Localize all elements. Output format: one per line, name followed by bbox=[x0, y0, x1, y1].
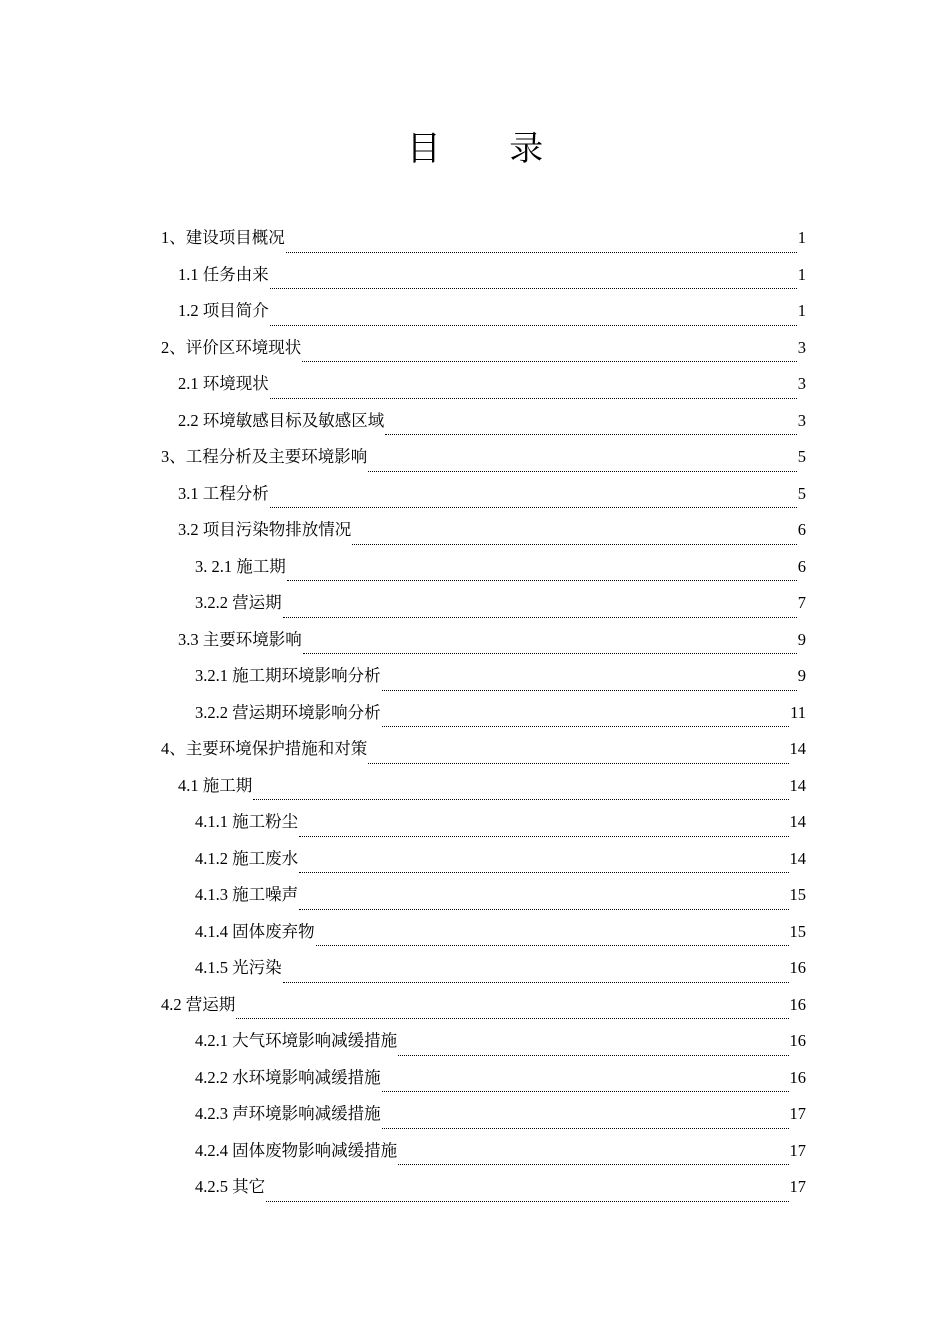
toc-entry-text: 1.1 任务由来 bbox=[178, 264, 269, 284]
toc-entry-page-number: 1 bbox=[797, 228, 806, 247]
toc-entry-page-number: 11 bbox=[790, 702, 806, 722]
toc-entry[interactable] bbox=[161, 695, 806, 732]
toc-entry-text: 3.2.2 营运期 bbox=[195, 593, 282, 612]
toc-entry-text: 4、主要环境保护措施和对策 bbox=[161, 739, 368, 758]
toc-entry-page-number: 5 bbox=[797, 483, 806, 503]
toc-entry-text: 3.3 主要环境影响 bbox=[178, 629, 302, 649]
toc-entry-page-number: 15 bbox=[789, 885, 806, 904]
toc-dot-leader bbox=[382, 1128, 789, 1129]
toc-entry[interactable] bbox=[161, 987, 806, 1024]
toc-entry[interactable] bbox=[161, 220, 806, 257]
toc-entry[interactable] bbox=[161, 1133, 806, 1170]
toc-entry[interactable] bbox=[161, 768, 806, 805]
toc-entry[interactable] bbox=[161, 1060, 806, 1097]
toc-entry-page-number: 15 bbox=[789, 921, 806, 941]
toc-entry-page-number: 3 bbox=[797, 410, 806, 430]
toc-dot-leader bbox=[270, 325, 797, 326]
toc-entry-text: 4.1.3 施工噪声 bbox=[195, 885, 299, 904]
toc-entry[interactable] bbox=[161, 549, 806, 586]
toc-entry-text: 4.1.4 固体废弃物 bbox=[195, 921, 315, 941]
toc-entry-text: 2、评价区环境现状 bbox=[161, 337, 302, 357]
toc-dot-leader bbox=[382, 1091, 789, 1092]
toc-dot-leader bbox=[253, 799, 788, 800]
toc-entry-text: 4.2.4 固体废物影响减缓措施 bbox=[195, 1140, 398, 1160]
toc-entry-text: 4.1.5 光污染 bbox=[195, 958, 282, 977]
toc-entry-text: 4.2.3 声环境影响减缓措施 bbox=[195, 1104, 381, 1123]
toc-entry-page-number: 3 bbox=[797, 374, 806, 393]
toc-entry-text: 4.2 营运期 bbox=[161, 994, 236, 1014]
toc-entry[interactable] bbox=[161, 293, 806, 330]
toc-dot-leader bbox=[316, 945, 789, 946]
toc-entry[interactable] bbox=[161, 585, 806, 622]
toc-entry-page-number: 14 bbox=[789, 775, 806, 795]
toc-entry-text: 3.2 项目污染物排放情况 bbox=[178, 520, 352, 539]
toc-entry-text: 2.1 环境现状 bbox=[178, 374, 269, 393]
toc-entry-page-number: 16 bbox=[789, 1031, 806, 1050]
toc-entry[interactable] bbox=[161, 330, 806, 367]
toc-entry-text: 3、工程分析及主要环境影响 bbox=[161, 447, 368, 466]
toc-entry-page-number: 16 bbox=[789, 994, 806, 1014]
toc-dot-leader bbox=[398, 1055, 788, 1056]
toc-entry[interactable] bbox=[161, 1096, 806, 1133]
toc-dot-leader bbox=[382, 690, 797, 691]
toc-entry-page-number: 14 bbox=[789, 848, 806, 868]
toc-entry-page-number: 14 bbox=[789, 812, 806, 831]
toc-entry-page-number: 1 bbox=[797, 264, 806, 284]
toc-dot-leader bbox=[299, 872, 788, 873]
toc-dot-leader bbox=[385, 434, 797, 435]
toc-entry-text: 4.1.1 施工粉尘 bbox=[195, 812, 299, 831]
toc-entry-text: 3.1 工程分析 bbox=[178, 483, 269, 503]
toc-entry-text: 3. 2.1 施工期 bbox=[195, 556, 286, 576]
toc-entry[interactable] bbox=[161, 1169, 806, 1206]
toc-entry[interactable] bbox=[161, 1023, 806, 1060]
toc-dot-leader bbox=[352, 544, 797, 545]
toc-dot-leader bbox=[299, 909, 788, 910]
toc-entry-page-number: 9 bbox=[797, 629, 806, 649]
toc-entry-page-number: 9 bbox=[797, 666, 806, 685]
toc-entry-text: 4.2.2 水环境影响减缓措施 bbox=[195, 1067, 381, 1087]
toc-entry-text: 1、建设项目概况 bbox=[161, 228, 285, 247]
toc-dot-leader bbox=[266, 1201, 788, 1202]
toc-dot-leader bbox=[398, 1164, 788, 1165]
toc-list bbox=[161, 220, 806, 1206]
toc-entry-text: 4.1 施工期 bbox=[178, 775, 253, 795]
toc-entry-text: 4.2.1 大气环境影响减缓措施 bbox=[195, 1031, 398, 1050]
toc-entry-page-number: 17 bbox=[789, 1104, 806, 1123]
toc-dot-leader bbox=[303, 653, 797, 654]
toc-dot-leader bbox=[299, 836, 788, 837]
toc-entry[interactable] bbox=[161, 439, 806, 476]
toc-entry[interactable] bbox=[161, 366, 806, 403]
toc-entry-page-number: 17 bbox=[789, 1177, 806, 1196]
toc-entry-text: 2.2 环境敏感目标及敏感区域 bbox=[178, 410, 385, 430]
toc-entry-page-number: 7 bbox=[797, 593, 806, 612]
toc-entry[interactable] bbox=[161, 731, 806, 768]
toc-entry-text: 3.2.1 施工期环境影响分析 bbox=[195, 666, 381, 685]
toc-entry-page-number: 6 bbox=[797, 520, 806, 539]
toc-entry[interactable] bbox=[161, 877, 806, 914]
toc-entry-page-number: 16 bbox=[789, 1067, 806, 1087]
toc-dot-leader bbox=[270, 507, 797, 508]
toc-entry[interactable] bbox=[161, 512, 806, 549]
toc-entry[interactable] bbox=[161, 622, 806, 659]
toc-entry[interactable] bbox=[161, 257, 806, 294]
toc-entry-page-number: 17 bbox=[789, 1140, 806, 1160]
toc-dot-leader bbox=[283, 982, 789, 983]
toc-entry[interactable] bbox=[161, 804, 806, 841]
toc-entry[interactable] bbox=[161, 914, 806, 951]
toc-entry-text: 4.2.5 其它 bbox=[195, 1177, 266, 1196]
toc-dot-leader bbox=[302, 361, 797, 362]
toc-dot-leader bbox=[368, 763, 788, 764]
toc-entry-page-number: 5 bbox=[797, 447, 806, 466]
toc-entry-page-number: 1 bbox=[797, 301, 806, 320]
toc-entry[interactable] bbox=[161, 476, 806, 513]
toc-entry-page-number: 3 bbox=[797, 337, 806, 357]
toc-entry[interactable] bbox=[161, 403, 806, 440]
toc-entry-page-number: 16 bbox=[789, 958, 806, 977]
toc-dot-leader bbox=[368, 471, 797, 472]
toc-dot-leader bbox=[270, 398, 797, 399]
toc-entry[interactable] bbox=[161, 841, 806, 878]
toc-entry-text: 3.2.2 营运期环境影响分析 bbox=[195, 702, 381, 722]
toc-dot-leader bbox=[382, 726, 789, 727]
toc-dot-leader bbox=[270, 288, 797, 289]
toc-dot-leader bbox=[287, 580, 797, 581]
toc-dot-leader bbox=[236, 1018, 788, 1019]
toc-entry-page-number: 14 bbox=[789, 739, 806, 758]
toc-entry[interactable] bbox=[161, 950, 806, 987]
toc-entry-text: 1.2 项目简介 bbox=[178, 301, 269, 320]
toc-dot-leader bbox=[286, 252, 797, 253]
toc-dot-leader bbox=[283, 617, 797, 618]
toc-entry[interactable] bbox=[161, 658, 806, 695]
toc-entry-page-number: 6 bbox=[797, 556, 806, 576]
toc-entry-text: 4.1.2 施工废水 bbox=[195, 848, 299, 868]
toc-title: 目 录 bbox=[406, 131, 574, 168]
